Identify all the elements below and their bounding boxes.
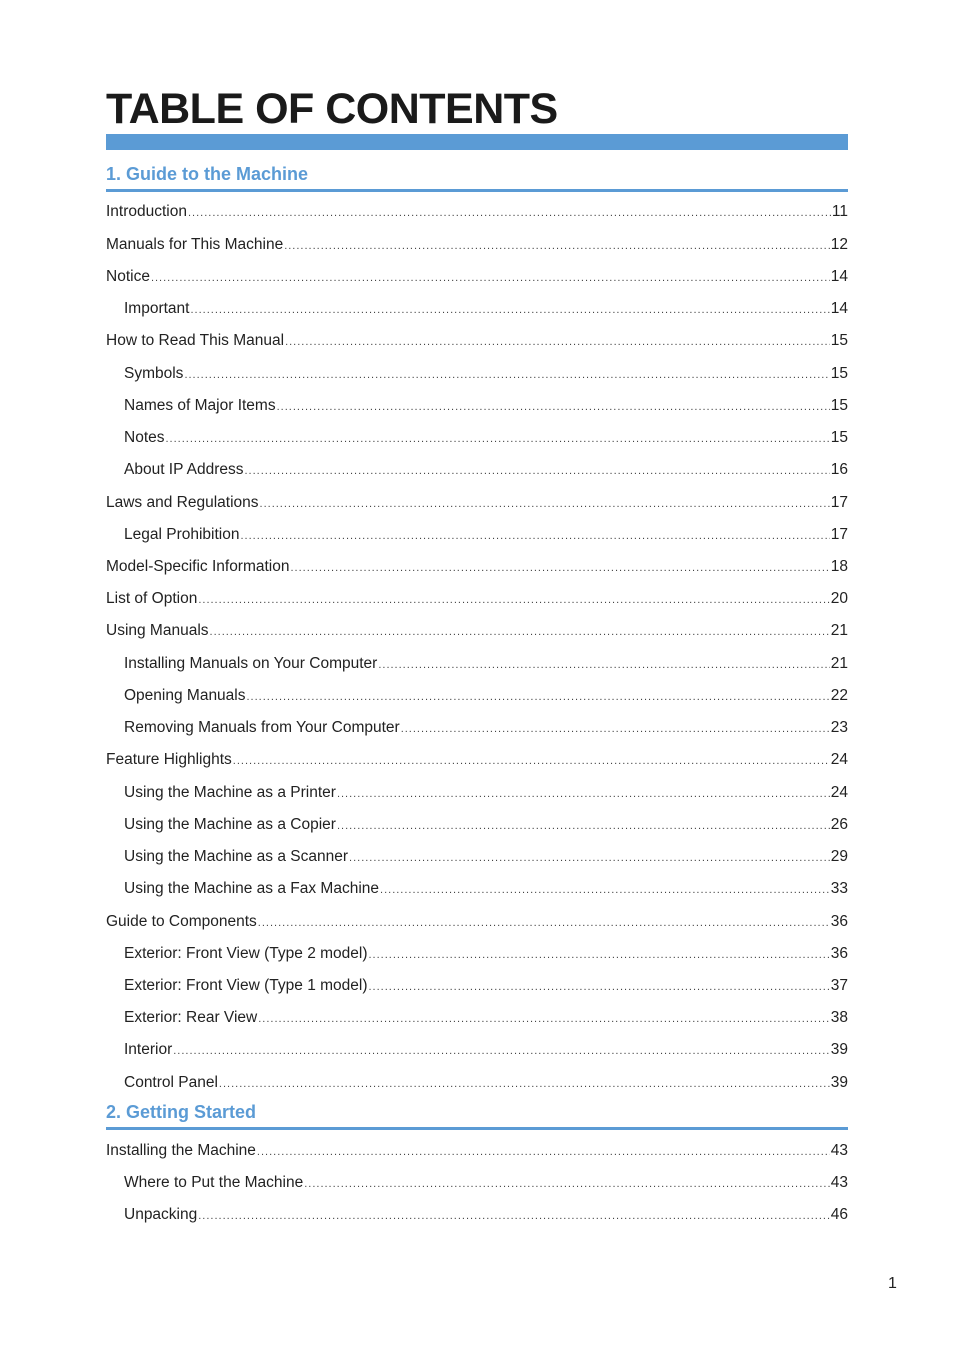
dot-leader <box>188 203 831 223</box>
toc-entry-label: Guide to Components <box>106 913 257 930</box>
toc-entry-label: Using the Machine as a Copier <box>124 816 336 833</box>
toc-entry-label: Using Manuals <box>106 622 209 639</box>
dot-leader <box>380 880 830 900</box>
chapter-heading-text: 2. Getting Started <box>106 1102 257 1122</box>
dot-leader <box>233 751 830 771</box>
toc-subentry[interactable] <box>124 460 848 480</box>
chapter-heading[interactable] <box>106 162 848 192</box>
toc-subentry[interactable] <box>124 364 848 384</box>
toc-entry-label: Legal Prohibition <box>124 526 240 543</box>
dot-leader <box>378 655 829 675</box>
toc-entry-label: Notice <box>106 268 150 285</box>
toc-entry[interactable] <box>106 493 848 513</box>
toc-entry-page: 15 <box>830 429 848 446</box>
dot-leader <box>337 816 830 836</box>
toc-entry-page: 12 <box>830 236 848 253</box>
dot-leader <box>166 429 830 449</box>
toc-entry-label: Control Panel <box>124 1074 218 1091</box>
toc-entry-label: Where to Put the Machine <box>124 1174 304 1191</box>
toc-entry-page: 24 <box>830 751 848 768</box>
toc-entry-label: Manuals for This Machine <box>106 236 284 253</box>
toc-subentry[interactable] <box>124 1040 848 1060</box>
dot-leader <box>258 913 830 933</box>
toc-subentry[interactable] <box>124 525 848 545</box>
toc-entry-page: 46 <box>830 1206 848 1223</box>
toc-entry-label: List of Option <box>106 590 198 607</box>
toc-entry-label: Installing Manuals on Your Computer <box>124 655 378 672</box>
dot-leader <box>349 848 830 868</box>
toc-entry-label: Names of Major Items <box>124 397 276 414</box>
chapter-heading-text: 1. Guide to the Machine <box>106 164 309 184</box>
dot-leader <box>198 1206 830 1226</box>
toc-entry-page: 22 <box>830 687 848 704</box>
toc-subentry[interactable] <box>124 396 848 416</box>
toc-subentry[interactable] <box>124 783 848 803</box>
dot-leader <box>291 558 830 578</box>
dot-leader <box>173 1041 830 1061</box>
toc-entry-page: 15 <box>830 332 848 349</box>
toc-entry-page: 23 <box>830 719 848 736</box>
dot-leader <box>247 687 830 707</box>
dot-leader <box>198 590 829 610</box>
toc-entry-label: Exterior: Front View (Type 1 model) <box>124 977 368 994</box>
dot-leader <box>369 977 830 997</box>
toc-entry-label: How to Read This Manual <box>106 332 285 349</box>
dot-leader <box>219 1074 830 1094</box>
toc-entry[interactable] <box>106 1141 848 1161</box>
toc-entry[interactable] <box>106 750 848 770</box>
toc-entry-page: 36 <box>830 913 848 930</box>
toc-entry-page: 14 <box>830 268 848 285</box>
toc-entry-label: Installing the Machine <box>106 1142 256 1159</box>
toc-entry-page: 14 <box>830 300 848 317</box>
toc-entry-page: 39 <box>830 1041 848 1058</box>
toc-entry-page: 38 <box>830 1009 848 1026</box>
dot-leader <box>285 332 830 352</box>
toc-entry-page: 26 <box>830 816 848 833</box>
dot-leader <box>240 526 829 546</box>
toc-subentry[interactable] <box>124 686 848 706</box>
toc-subentry[interactable] <box>124 654 848 674</box>
toc-entry-page: 15 <box>830 365 848 382</box>
toc-entry[interactable] <box>106 331 848 351</box>
toc-entry-label: Removing Manuals from Your Computer <box>124 719 400 736</box>
toc-entry[interactable] <box>106 912 848 932</box>
toc-subentry[interactable] <box>124 299 848 319</box>
toc-entry-label: Laws and Regulations <box>106 494 259 511</box>
dot-leader <box>260 494 830 514</box>
toc-subentry[interactable] <box>124 1008 848 1028</box>
toc-entry[interactable] <box>106 202 848 222</box>
toc-entry-page: 16 <box>830 461 848 478</box>
toc-entry-page: 18 <box>830 558 848 575</box>
toc-subentry[interactable] <box>124 1173 848 1193</box>
toc-entry-page: 43 <box>830 1174 848 1191</box>
dot-leader <box>369 945 830 965</box>
toc-entry-label: Using the Machine as a Fax Machine <box>124 880 380 897</box>
toc-entry[interactable] <box>106 235 848 255</box>
toc-subentry[interactable] <box>124 815 848 835</box>
title-underline-bar <box>106 134 848 150</box>
toc-entry-page: 39 <box>830 1074 848 1091</box>
toc-subentry[interactable] <box>124 1205 848 1225</box>
dot-leader <box>184 365 829 385</box>
toc-entry[interactable] <box>106 621 848 641</box>
dot-leader <box>257 1142 830 1162</box>
toc-entry-page: 43 <box>830 1142 848 1159</box>
toc-entry-page: 21 <box>830 622 848 639</box>
toc-entry-page: 17 <box>830 526 848 543</box>
toc-entry-page: 17 <box>830 494 848 511</box>
dot-leader <box>190 300 829 320</box>
toc-entry-label: Unpacking <box>124 1206 198 1223</box>
toc-entry-label: About IP Address <box>124 461 244 478</box>
dot-leader <box>284 236 830 256</box>
toc-subentry[interactable] <box>124 976 848 996</box>
dot-leader <box>401 719 830 739</box>
dot-leader <box>245 461 830 481</box>
page-title: TABLE OF CONTENTS <box>106 85 558 133</box>
toc-entry-label: Exterior: Rear View <box>124 1009 258 1026</box>
toc-entry-label: Introduction <box>106 203 187 220</box>
dot-leader <box>337 784 830 804</box>
toc-entry-label: Using the Machine as a Scanner <box>124 848 349 865</box>
chapter-heading[interactable] <box>106 1100 848 1130</box>
toc-subentry[interactable] <box>124 1073 848 1093</box>
toc-entry-page: 15 <box>830 397 848 414</box>
toc-entry-page: 21 <box>830 655 848 672</box>
toc-entry-label: Feature Highlights <box>106 751 232 768</box>
toc-entry-label: Symbols <box>124 365 184 382</box>
toc-entry-page: 11 <box>831 203 848 220</box>
toc-entry[interactable] <box>106 267 848 287</box>
dot-leader <box>304 1174 830 1194</box>
toc-entry-label: Interior <box>124 1041 173 1058</box>
toc-entry-label: Model-Specific Information <box>106 558 290 575</box>
toc-entry-label: Exterior: Front View (Type 2 model) <box>124 945 368 962</box>
toc-subentry[interactable] <box>124 718 848 738</box>
toc-entry-page: 36 <box>830 945 848 962</box>
toc-entry-page: 24 <box>830 784 848 801</box>
toc-entry-label: Important <box>124 300 190 317</box>
toc-entry-page: 33 <box>830 880 848 897</box>
toc-entry-label: Using the Machine as a Printer <box>124 784 336 801</box>
dot-leader <box>151 268 830 288</box>
toc-entry[interactable] <box>106 557 848 577</box>
toc-entry-page: 29 <box>830 848 848 865</box>
toc-entry-label: Opening Manuals <box>124 687 246 704</box>
toc-entry-page: 20 <box>830 590 848 607</box>
dot-leader <box>277 397 830 417</box>
toc-subentry[interactable] <box>124 428 848 448</box>
dot-leader <box>258 1009 830 1029</box>
toc-subentry[interactable] <box>124 847 848 867</box>
dot-leader <box>210 622 830 642</box>
page-number: 1 <box>888 1275 897 1292</box>
toc-entry-page: 37 <box>830 977 848 994</box>
toc-subentry[interactable] <box>124 944 848 964</box>
toc-subentry[interactable] <box>124 879 848 899</box>
toc-entry-label: Notes <box>124 429 165 446</box>
toc-entry[interactable] <box>106 589 848 609</box>
